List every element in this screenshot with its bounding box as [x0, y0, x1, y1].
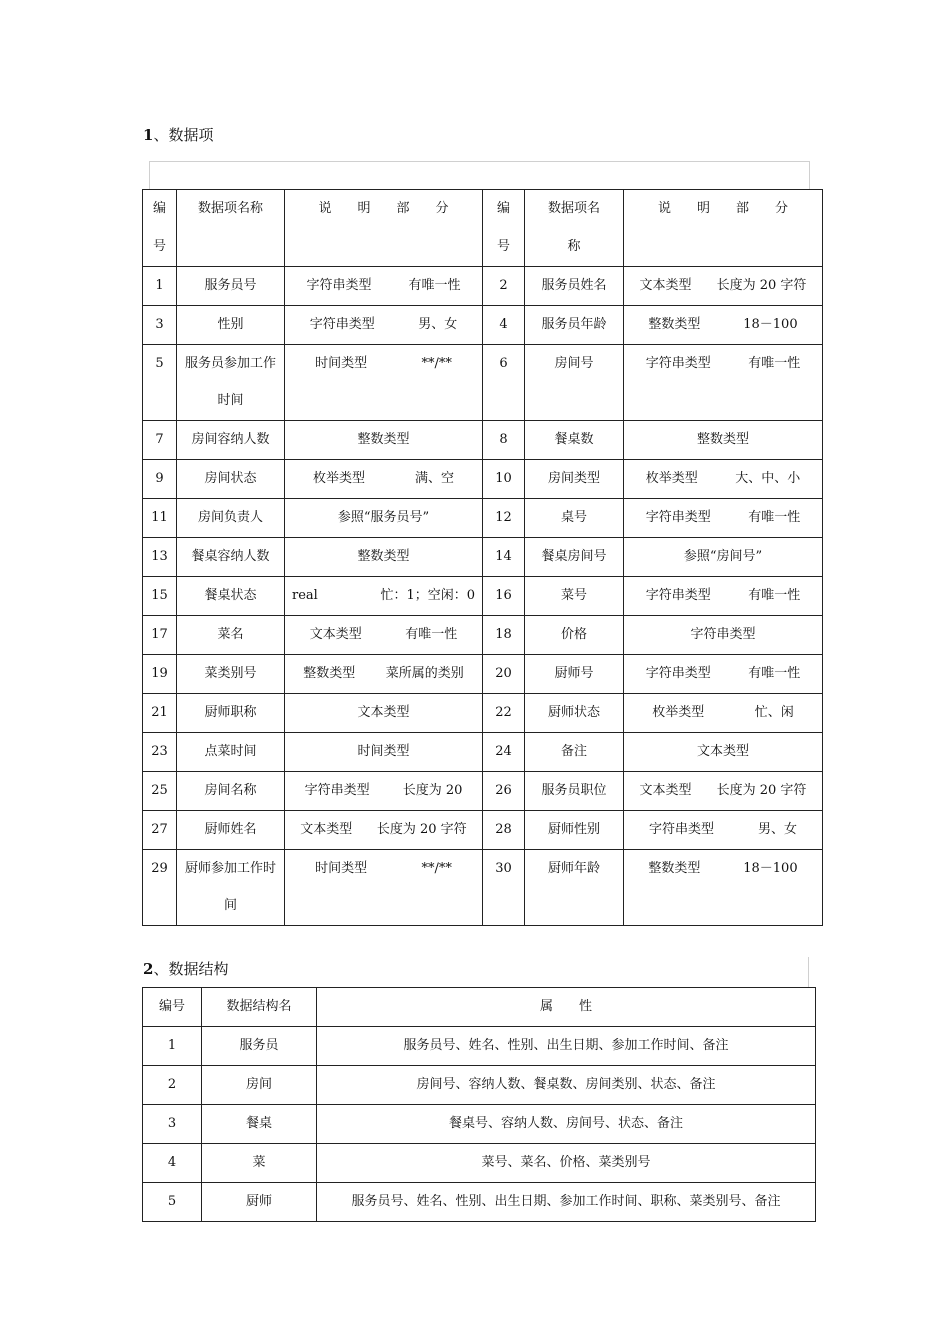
item-number: 26: [483, 772, 525, 811]
item-name: 厨师职称: [177, 694, 285, 733]
description-cell: [624, 811, 823, 850]
table-row: [143, 345, 823, 421]
description-note: 有唯一性: [748, 356, 801, 371]
item-number: 16: [483, 577, 525, 616]
description-note: 长度为 20 字符: [716, 783, 807, 798]
description-cell: [624, 733, 823, 772]
decorative-line: [149, 161, 810, 162]
description-split: [627, 345, 819, 383]
item-number: 19: [143, 655, 177, 694]
item-name: 备注: [525, 733, 624, 772]
header-no-line2: 号: [152, 239, 166, 254]
structure-attributes: 房间号、容纳人数、餐桌数、房间类别、状态、备注: [317, 1066, 816, 1105]
description-type: 字符串类型: [645, 588, 711, 603]
description-note: 有唯一性: [748, 666, 801, 681]
description-type: 时间类型: [315, 356, 368, 371]
description-note: 男、女: [418, 317, 458, 332]
item-name: 厨师年龄: [525, 850, 624, 926]
item-name: 餐桌容纳人数: [177, 538, 285, 577]
description-type: 字符串类型: [304, 783, 370, 798]
structure-number: 3: [143, 1105, 202, 1144]
item-name: 房间类型: [525, 460, 624, 499]
description-type: 时间类型: [357, 744, 410, 759]
table-header-row: [143, 988, 816, 1027]
item-number: 21: [143, 694, 177, 733]
header-no: [483, 190, 525, 267]
description-cell: [285, 733, 483, 772]
description-cell: [624, 772, 823, 811]
description-type: 字符串类型: [645, 510, 711, 525]
section-2-heading: [143, 958, 228, 979]
header-no: [143, 190, 177, 267]
description-split: [288, 267, 479, 305]
description-split: [627, 694, 819, 732]
structure-name: 餐桌: [202, 1105, 317, 1144]
description-type: 整数类型: [696, 432, 749, 447]
description-cell: [624, 538, 823, 577]
description-note: 有唯一性: [748, 588, 801, 603]
description-note: 忙、闲: [754, 705, 794, 720]
description-note: 18－100: [743, 861, 798, 876]
header-no: 编号: [143, 988, 202, 1027]
description-cell: [285, 850, 483, 926]
item-name: 服务员职位: [525, 772, 624, 811]
table-header-row: [143, 190, 823, 267]
description-type: 整数类型: [357, 549, 410, 564]
item-number: 15: [143, 577, 177, 616]
item-number: 23: [143, 733, 177, 772]
item-name: 服务员号: [177, 267, 285, 306]
description-split: [627, 460, 819, 498]
description-cell: [285, 460, 483, 499]
item-number: 27: [143, 811, 177, 850]
description-cell: [285, 811, 483, 850]
table-row: [143, 306, 823, 345]
description-type: 整数类型: [648, 861, 701, 876]
description-cell: [285, 694, 483, 733]
description-type: 字符串类型: [690, 627, 756, 642]
header-item-name: [525, 190, 624, 267]
item-number: 6: [483, 345, 525, 421]
decorative-line: [149, 161, 150, 189]
structure-number: 1: [143, 1027, 202, 1066]
header-attributes: 属 性: [317, 988, 816, 1027]
item-name: 性别: [177, 306, 285, 345]
item-number: 29: [143, 850, 177, 926]
item-number: 8: [483, 421, 525, 460]
item-name: 服务员参加工作时间: [177, 345, 285, 421]
description-split: [288, 460, 479, 498]
description-type: 枚举类型: [312, 471, 365, 486]
item-name: 服务员年龄: [525, 306, 624, 345]
decorative-line: [809, 161, 810, 189]
header-description: 说 明 部 分: [624, 190, 823, 267]
description-type: 参照“服务员号”: [337, 510, 430, 525]
item-number: 2: [483, 267, 525, 306]
description-split: [288, 850, 479, 888]
item-number: 3: [143, 306, 177, 345]
description-split: [288, 616, 479, 654]
item-name: 房间号: [525, 345, 624, 421]
description-note: 有唯一性: [405, 627, 458, 642]
description-type: 文本类型: [696, 744, 749, 759]
description-type: 文本类型: [357, 705, 410, 720]
item-number: 12: [483, 499, 525, 538]
description-type: 文本类型: [300, 822, 353, 837]
description-note: **/**: [421, 861, 452, 876]
description-cell: [285, 267, 483, 306]
description-type: 字符串类型: [309, 317, 375, 332]
item-name: 厨师参加工作时间: [177, 850, 285, 926]
description-note: 满、空: [414, 471, 454, 486]
item-name: 房间状态: [177, 460, 285, 499]
item-name: 餐桌状态: [177, 577, 285, 616]
description-type: real: [292, 588, 318, 603]
item-number: 18: [483, 616, 525, 655]
description-cell: [285, 499, 483, 538]
description-type: 整数类型: [648, 317, 701, 332]
description-split: [288, 655, 479, 693]
description-type: 文本类型: [639, 278, 692, 293]
description-cell: [624, 616, 823, 655]
table-row: [143, 499, 823, 538]
item-number: 20: [483, 655, 525, 694]
description-type: 整数类型: [357, 432, 410, 447]
description-cell: [624, 460, 823, 499]
description-split: [288, 577, 479, 615]
description-split: [288, 345, 479, 383]
description-cell: [624, 499, 823, 538]
item-name: 餐桌数: [525, 421, 624, 460]
table-row: [143, 1066, 816, 1105]
description-note: 有唯一性: [748, 510, 801, 525]
description-note: 大、中、小: [735, 471, 801, 486]
table-row: [143, 460, 823, 499]
item-number: 25: [143, 772, 177, 811]
item-name: 厨师性别: [525, 811, 624, 850]
item-name: 价格: [525, 616, 624, 655]
description-split: [627, 306, 819, 344]
description-type: 文本类型: [639, 783, 692, 798]
table-row: [143, 538, 823, 577]
description-split: [288, 811, 479, 849]
decorative-line: [808, 957, 809, 987]
section-1-number: 1: [143, 126, 154, 144]
structure-name: 服务员: [202, 1027, 317, 1066]
description-cell: [624, 655, 823, 694]
description-type: 字符串类型: [648, 822, 714, 837]
description-split: [288, 306, 479, 344]
description-split: [627, 499, 819, 537]
description-cell: [285, 306, 483, 345]
item-number: 4: [483, 306, 525, 345]
description-cell: [285, 345, 483, 421]
header-no-line1: 编: [152, 201, 166, 216]
description-type: 字符串类型: [645, 356, 711, 371]
structure-attributes: 服务员号、姓名、性别、出生日期、参加工作时间、备注: [317, 1027, 816, 1066]
item-number: 14: [483, 538, 525, 577]
structure-attributes: 餐桌号、容纳人数、房间号、状态、备注: [317, 1105, 816, 1144]
item-name: 厨师状态: [525, 694, 624, 733]
section-1-title: 、数据项: [153, 126, 214, 144]
header-item-name-line1: 数据项名: [547, 201, 600, 216]
structure-number: 4: [143, 1144, 202, 1183]
item-name: 菜号: [525, 577, 624, 616]
item-name: 厨师号: [525, 655, 624, 694]
item-name: 菜类别号: [177, 655, 285, 694]
item-number: 13: [143, 538, 177, 577]
section-2-number: 2: [143, 960, 154, 978]
table-row: [143, 733, 823, 772]
item-number: 24: [483, 733, 525, 772]
description-split: [627, 655, 819, 693]
table-row: [143, 772, 823, 811]
description-split: [627, 850, 819, 888]
item-name: 厨师姓名: [177, 811, 285, 850]
description-cell: [624, 267, 823, 306]
description-type: 枚举类型: [652, 705, 705, 720]
description-split: [627, 811, 819, 849]
description-split: [288, 772, 479, 810]
table-row: [143, 1144, 816, 1183]
section-2-title: 、数据结构: [153, 960, 229, 978]
structure-name: 厨师: [202, 1183, 317, 1222]
item-number: 10: [483, 460, 525, 499]
description-cell: [285, 421, 483, 460]
item-number: 5: [143, 345, 177, 421]
item-number: 28: [483, 811, 525, 850]
description-note: 18－100: [743, 317, 798, 332]
description-type: 字符串类型: [306, 278, 372, 293]
item-name: 房间名称: [177, 772, 285, 811]
table-row: [143, 1183, 816, 1222]
item-name: 桌号: [525, 499, 624, 538]
item-number: 1: [143, 267, 177, 306]
description-cell: [285, 772, 483, 811]
header-item-name-line2: 称: [567, 239, 581, 254]
description-split: [627, 577, 819, 615]
description-note: 男、女: [757, 822, 797, 837]
item-number: 22: [483, 694, 525, 733]
item-name: 点菜时间: [177, 733, 285, 772]
description-type: 文本类型: [309, 627, 362, 642]
header-no-line2: 号: [496, 239, 510, 254]
structure-attributes: 服务员号、姓名、性别、出生日期、参加工作时间、职称、菜类别号、备注: [317, 1183, 816, 1222]
description-cell: [285, 616, 483, 655]
description-cell: [624, 577, 823, 616]
item-name: 房间负责人: [177, 499, 285, 538]
table-row: [143, 577, 823, 616]
header-description: 说 明 部 分: [285, 190, 483, 267]
data-items-table: [142, 189, 823, 926]
item-number: 17: [143, 616, 177, 655]
description-cell: [285, 538, 483, 577]
description-cell: [285, 577, 483, 616]
table-row: [143, 850, 823, 926]
description-cell: [285, 655, 483, 694]
structure-name: 房间: [202, 1066, 317, 1105]
description-split: [627, 267, 819, 305]
description-type: 字符串类型: [645, 666, 711, 681]
description-split: [627, 772, 819, 810]
description-type: 整数类型: [303, 666, 356, 681]
description-note: 长度为 20: [402, 783, 463, 798]
table-row: [143, 655, 823, 694]
item-number: 9: [143, 460, 177, 499]
table-row: [143, 694, 823, 733]
description-note: 忙：1；空闲：0: [380, 588, 475, 603]
description-type: 参照“房间号”: [683, 549, 763, 564]
table-row: [143, 616, 823, 655]
description-cell: [624, 421, 823, 460]
description-cell: [624, 345, 823, 421]
structure-number: 2: [143, 1066, 202, 1105]
section-1-heading: [143, 124, 213, 145]
structure-attributes: 菜号、菜名、价格、菜类别号: [317, 1144, 816, 1183]
table-row: [143, 267, 823, 306]
description-cell: [624, 694, 823, 733]
item-number: 11: [143, 499, 177, 538]
description-cell: [624, 850, 823, 926]
item-name: 菜名: [177, 616, 285, 655]
table-row: [143, 1105, 816, 1144]
item-name: 服务员姓名: [525, 267, 624, 306]
table-row: [143, 421, 823, 460]
description-type: 枚举类型: [645, 471, 698, 486]
header-item-name: 数据项名称: [177, 190, 285, 267]
item-name: 餐桌房间号: [525, 538, 624, 577]
description-note: 菜所属的类别: [385, 666, 464, 681]
structure-name: 菜: [202, 1144, 317, 1183]
description-note: 有唯一性: [408, 278, 461, 293]
header-structure-name: 数据结构名: [202, 988, 317, 1027]
table-row: [143, 1027, 816, 1066]
item-number: 7: [143, 421, 177, 460]
table-row: [143, 811, 823, 850]
description-type: 时间类型: [315, 861, 368, 876]
structure-number: 5: [143, 1183, 202, 1222]
data-structures-table: [142, 987, 816, 1222]
item-name: 房间容纳人数: [177, 421, 285, 460]
header-no-line1: 编: [496, 201, 510, 216]
item-number: 30: [483, 850, 525, 926]
description-note: 长度为 20 字符: [376, 822, 467, 837]
description-note: **/**: [421, 356, 452, 371]
description-note: 长度为 20 字符: [716, 278, 807, 293]
description-cell: [624, 306, 823, 345]
